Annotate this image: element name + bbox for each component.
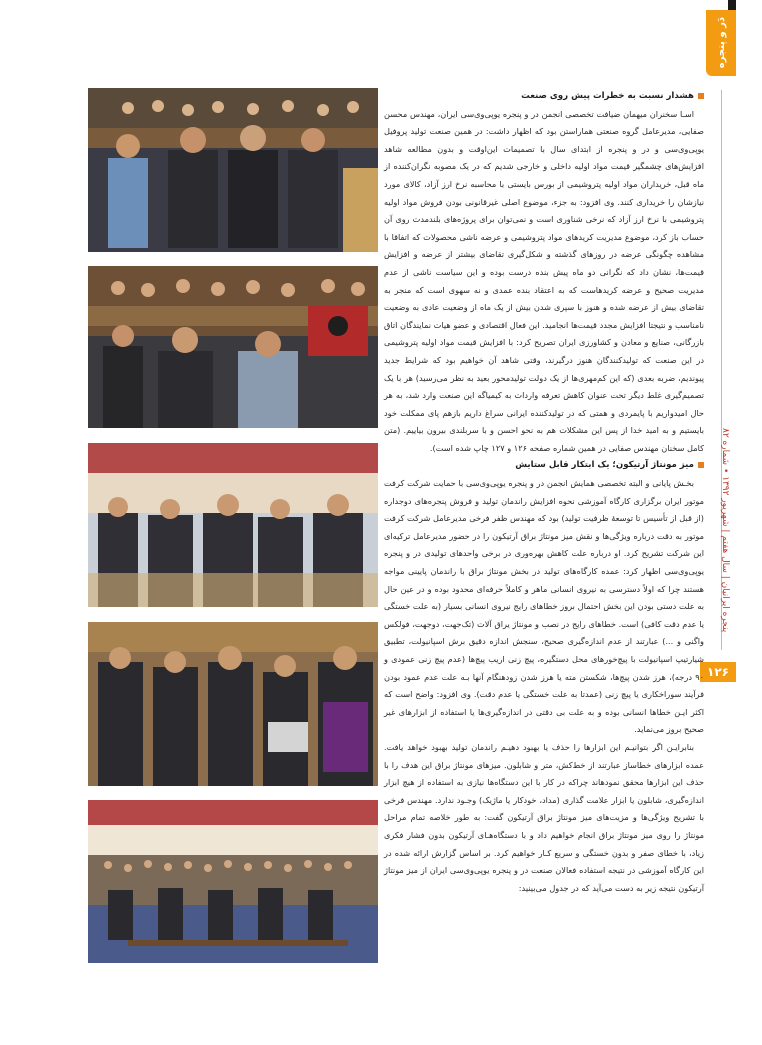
article-paragraph-2: بخـش پایانی و البته تخصصی همایش انجمن در و پنجره یوپی‌وی‌سی با حمایت شرکت کرفت موتور ایران برگزاری کارگاه آموزشی نحوه افزایش راندمان تولید و فروش پنجره‌های دوجداره (از قبل از تأسیس تا توسعۀ ظرفیت تولید) بود که مهندس ظفر فرخی مدیرعامل شرکت کرفت موتور به دقت درباره ویژگی‌ها و نقش میز مونتاژ براق آرتیکون را در حضور مدیرعامل ترکیه‌ای این شرکت تشریح کرد. او درباره علت کاهش بهره‌وری در برخی واحدهای تولیدی در و پنجره یوپی‌وی‌سی اظهار کرد: عمده کارگاه‌های تولید در بخش مونتاژ براق با راندمان پایینی مواجه هستند چرا که اولاً دسترسی به نیروی انسانی ماهر و کاملاً حرفه‌ای محدود بوده و در عین حال به علت دستی بودن این بخش احتمال بروز خطاهای رایج نیروی انسانی بسیار (به علت خستگی یا عدم دقت کافی) است. خطاهای رایج در نصب و مونتاژ یراق آلات (تک‌جهت، دوجهت، فولکس واگنی و ...) عبارتند از عدم اندازه‌گیری صحیح، سنجش اندازه دقیق برش اسپانیولت، تطبیق شیارتیپ اسپانیولت با پیچ‌خورهای محل دستگیره، پیچ زنی اریب پیچ‌ها (عدم پیچ زنی عمودی و ۹۰ درجه)، هرز شدن پیچ‌ها، شکستن مته یا هرز شدن زودهنگام آنها بـه علت عدم عمود بودن فرآیند سوراخکاری یا پیچ زنی (عمدتا به علت خستگی یا عدم دقت). وی افزود: واضح است که اکثر ایـن خطاها انسانی بوده و به علت بی دقتی در اندازه‌گیری‌ها یا استفاده از ابزارهای غیر صحیح بروز می‌نماید. (384, 478, 704, 735)
section-tab (706, 10, 736, 76)
top-edge-mark (728, 0, 736, 10)
event-photo-2 (88, 266, 378, 428)
issue-info (718, 420, 732, 640)
section-label: دَر و پنجره (715, 17, 727, 69)
article-body (384, 88, 704, 963)
bullet-icon (698, 462, 704, 468)
article-heading-1 (384, 88, 704, 106)
article-paragraph-1: اسـا سخنران میهمان ضیافت تخصصی انجمن در و پنجره یوپی‌وی‌سی ایران، مهندس محسن صفایی، مدیرعامل گروه صنعتی هماراستن بود که اظهار داشت: در همین صنعت تولید پروفیل یوپی‌وی‌سی و در و پنجره از ابتدای سال با تصمیمات این‌اوقت و بدون مطالعه شاهد افزایش‌های چشمگیر قیمت مواد اولیه داخلی و خارجی شدیم که در یک مصوبه نگران‌کننده از ماه قبل، خریداران مواد اولیه پتروشیمی از بورس بایستی با محاسبه نرخ ارز آزاد، کالای مورد نیازشان را خریداری کنند. وی افزود: به جزء، موضوع اصلی غیرقانونی بودن فروش مواد اولیه پتروشیمی با نرخ ارز آزاد که نرخی شناوری است و نمی‌توان برای پروژه‌های بلندمدت روی آن حساب باز کرد، موضوع مدیریت کریدهای مواد پتروشیمی و عرضه ناشی محصولات که اتفاقا با مشاهده چگونگی عرضه در روزهای گذشته و شکل‌گیری تقاضای بیشتر از عرضه و افزایش قیمت‌ها، نشان داد که نگرانی دو ماه پیش بنده درست بوده و این سیاست ناشی از عدم مدیریت صحیح و عرضه کریدهاست که به اعتقاد بنده عمدی و نه سهوی است که منجر به تقاضای بیش از عرضه شده و هنوز با سپری شدن بیش از یک ماه از وضعیت عادی به وضعیت نامناسب و نتیجتا افزایش مجدد قیمت‌ها انجامید. این فعال اقتصادی و عضو هیات نمایندگان اتاق بازرگانی، صنایع و معادن و کشاورزی ایران تصریح کرد: با افزایش قیمت مواد اولیه پتروشیمی در این صنعت که تولیدکنندگان هنوز درگیرند، وقتی شاهد آن خواهیم بود که شرایط جدید پیوندیم، ضربه بعدی (که این کم‌مهری‌ها از یک دولت تولیدمحور بعید به نظر می‌رسید) هر با یک تصمیم‌گیری غلط دیگر تحت عنوان کاهش تعرفه واردات به کیمیاگه این صنعت وارد شد، به هر حال امیدواریم با پایمردی و همتی که در تولیدکننده ایرانی سراغ داریم بازهم پای ممکلت خود بایستیم و به امید خدا از پس این مشکلات هم به نحو احسن و با سربلندی بیرون بیاییم. (متن کامل سخنان مهندس صفایی در همین شماره صفحه ۱۲۶ و ۱۲۷ چاپ شده است). (384, 108, 704, 453)
heading-1-text: هشدار نسبت به خطرات پیش روی صنعت (521, 91, 694, 101)
bullet-icon (698, 93, 704, 99)
event-photo-3 (88, 443, 378, 607)
article-heading-2 (384, 457, 704, 475)
event-photo-5 (88, 800, 378, 963)
event-photo-4 (88, 622, 378, 786)
issue-info-text: پنجره ایرانیان | سال هفتم | شهریور ۱۳۹۲ • شماره ۸۲ (720, 427, 730, 633)
event-photo-1 (88, 88, 378, 252)
article-paragraph-3: بنابرایـن اگر بتوانیـم این ابزارها را حذف یا بهبود دهیـم راندمان تولید بهبود خواهد یافت. عمده ابزارهای خطاساز عبارتند از خط‌کش، متر و شابلون. میزهای مونتاژ براق این هدف را با حذف این ابزارها محقق نمودهاند چراکه در کار با این دستگاه‌ها نیازی به استفاده از هیچ ابزار اندازه‌گیری، شابلون یا ابزار علامت گذاری (مداد، خودکار یا ماژیک) وجـود ندارد. مهندس فرخی با تشریح ویژگی‌ها و مزیت‌های میز مونتاژ براق آرتیکون گفت: به طور خلاصه تمام مراحل مونتاژ را روی میز مونتاژ براق انجام خواهیم داد و با دستگاه‌هـای آرتیکون بدون فشار فکری زیاد، با خطای صفر و بدون خستگی و سریع کـار خواهیم کرد. بر اساس گزارش ارائه شده در این کارگاه آموزشی در نتیجه استفاده فعالان صنعت در و پنجره یوپی‌وی‌سی ایران از میز مونتاژ آرتیکون نتیجه زیر به دست می‌آید که در جدول می‌بینید: (384, 741, 704, 893)
page-number: ۱۲۶ (700, 662, 736, 682)
heading-2-text: میز مونتاژ آرتیکون؛ یک ابتکار قابل ستایش (515, 460, 694, 471)
